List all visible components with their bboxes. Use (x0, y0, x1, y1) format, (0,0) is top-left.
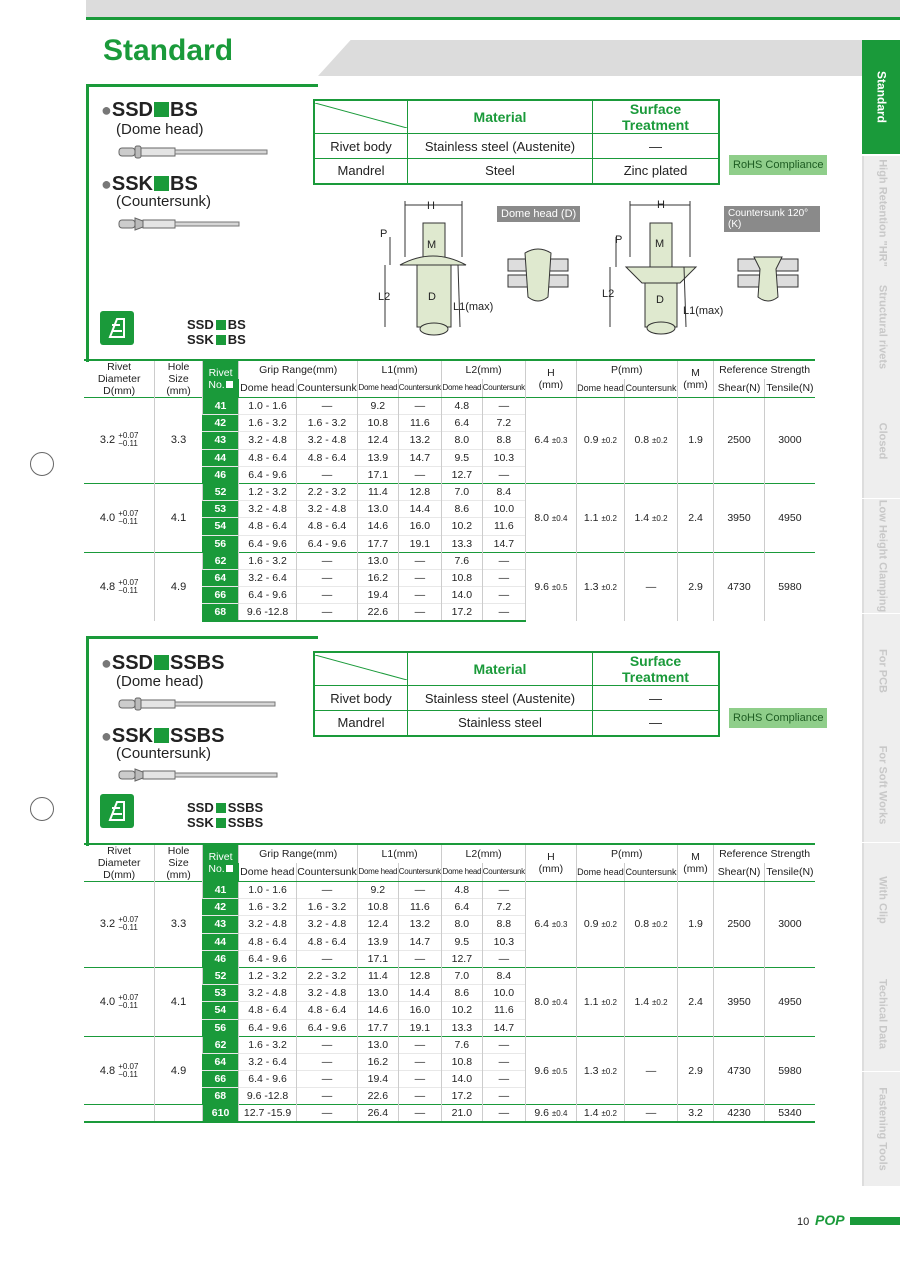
header-tensile: Tensile(N) (764, 863, 815, 882)
section1-code2 (187, 332, 246, 347)
product-suffix: SSBS (170, 725, 225, 747)
binder-hole (30, 452, 54, 476)
section2-code1 (187, 800, 263, 815)
table-row: 4.0 +0.07 −0.11 4.1 52 1.2 - 3.2 2.2 - 3.2 11.4 12.8 7.0 8.4 8.0 ±0.4 1.1 ±0.2 1.4 ±0.2 2.4 3950 4950 (84, 967, 815, 984)
rivet-no-cell: 52 (202, 967, 238, 984)
tab-label: Standard (874, 70, 889, 124)
green-square-icon (154, 728, 169, 743)
tensile-cell: 3000 (764, 882, 815, 968)
row-label: Rivet body (314, 686, 408, 711)
header-l2: L2(mm) (442, 844, 526, 863)
table-row: 64 3.2 - 6.4 — 16.2 — 10.8 — (84, 569, 815, 586)
bullet-icon: ● (101, 174, 112, 194)
rivet-no-cell: 52 (202, 483, 238, 500)
table-row: 68 9.6 -12.8 — 22.6 — 17.2 — (84, 1088, 815, 1105)
shear-cell: 2500 (714, 398, 765, 484)
hole-size-cell: 4.9 (155, 1036, 203, 1105)
section2-frame (86, 636, 89, 846)
header-band (86, 0, 900, 17)
section2-product1-subtitle: (Dome head) (116, 673, 204, 690)
surface-header: Surface Treatment (593, 652, 720, 686)
tab-label: Low Height Clamping (876, 499, 889, 613)
rivet-no-cell: 42 (202, 899, 238, 916)
page-title: Standard (103, 34, 234, 67)
table-row: 64 3.2 - 6.4 — 16.2 — 10.8 — (84, 1053, 815, 1070)
material-value: Stainless steel (Austenite) (408, 686, 593, 711)
surface-value: Zinc plated (593, 159, 720, 184)
h-cell: 6.4 ±0.3 (526, 398, 577, 484)
p-dome-cell: 0.9 ±0.2 (576, 398, 625, 484)
code-suffix: BS (227, 317, 246, 332)
section1-product1-name (101, 99, 198, 122)
tensile-cell: 4950 (764, 483, 815, 552)
table-row: 610 12.7 -15.9 — 26.4 — 21.0 — 9.6 ±0.4 1.4 ±0.2 — 3.2 4230 5340 (84, 1105, 815, 1122)
tensile-cell: 4950 (764, 967, 815, 1036)
h-cell: 8.0 ±0.4 (526, 483, 577, 552)
product-suffix: BS (170, 173, 198, 195)
header-h: H (mm) (526, 360, 577, 398)
spec-table-1 (84, 359, 815, 622)
tensile-cell: 5980 (764, 1036, 815, 1105)
p-csk-cell: 0.8 ±0.2 (625, 882, 678, 968)
header-h: H (mm) (526, 844, 577, 882)
header-csk: Countersunk (296, 379, 357, 398)
shear-cell: 4730 (714, 552, 765, 621)
shear-cell: 3950 (714, 483, 765, 552)
header-rivet-no: Rivet No. (202, 360, 238, 398)
rivet-dimension-diagram (370, 197, 820, 337)
table-row: 4.8 +0.07 −0.11 4.9 62 1.6 - 3.2 — 13.0 — 7.6 — 9.6 ±0.5 1.3 ±0.2 — 2.9 4730 5980 (84, 552, 815, 569)
diagram-label-h: H (427, 200, 435, 212)
table-row: 43 3.2 - 4.8 3.2 - 4.8 12.4 13.2 8.0 8.8 (84, 432, 815, 449)
m-cell: 2.9 (677, 1036, 713, 1105)
header-dome: Dome head (358, 379, 398, 398)
header-shear: Shear(N) (714, 863, 765, 882)
table-row: 44 4.8 - 6.4 4.8 - 6.4 13.9 14.7 9.5 10.3 (84, 933, 815, 950)
dome-rivet-image (117, 144, 269, 160)
table-row: 56 6.4 - 9.6 6.4 - 9.6 17.7 19.1 13.3 14.7 (84, 1019, 815, 1036)
hole-size-cell: 4.1 (155, 967, 203, 1036)
diagram-label-p: P (380, 228, 388, 240)
header-csk: Countersunk (482, 379, 526, 398)
surface-value: — (593, 686, 720, 711)
table-row: 42 1.6 - 3.2 1.6 - 3.2 10.8 11.6 6.4 7.2 (84, 415, 815, 432)
page-number: 10 (797, 1216, 810, 1228)
brand-logo: POP (815, 1212, 845, 1228)
table-row: 56 6.4 - 9.6 6.4 - 9.6 17.7 19.1 13.3 14.7 (84, 535, 815, 552)
rivet-no-cell: 46 (202, 950, 238, 967)
row-label: Mandrel (314, 159, 408, 184)
dome-rivet-image (117, 696, 277, 712)
tab-label: Closed (876, 422, 889, 460)
tensile-cell: 3000 (764, 398, 815, 484)
header-m: M (mm) (677, 844, 713, 882)
footer-bar (850, 1217, 900, 1225)
code-suffix: BS (227, 332, 246, 347)
rivet-diameter-cell: 4.0 +0.07 −0.11 (84, 483, 155, 552)
countersunk-rivet-image (117, 216, 241, 232)
hole-size-cell: 4.1 (155, 483, 203, 552)
spec-table-2 (84, 843, 815, 1123)
header-l2: L2(mm) (442, 360, 526, 379)
header-dome: Dome head (442, 863, 482, 882)
table-row: 68 9.6 -12.8 — 22.6 — 17.2 — (84, 604, 815, 621)
header-rivet-diameter: Rivet Diameter D(mm) (84, 360, 155, 398)
countersunk-tag: Countersunk 120° (K) (724, 206, 820, 232)
material-header: Material (408, 652, 593, 686)
header-rivet-no: Rivet No. (202, 844, 238, 882)
rivet-no-cell: 44 (202, 449, 238, 466)
rivet-diameter-cell: 4.8 +0.07 −0.11 (84, 552, 155, 621)
tab-closed[interactable] (862, 384, 900, 498)
tab-label: For PCB (876, 649, 889, 693)
header-dome: Dome head (442, 379, 482, 398)
rivet-no-cell: 44 (202, 933, 238, 950)
bullet-icon: ● (101, 100, 112, 120)
code-prefix: SSD (187, 800, 214, 815)
section1-product1-subtitle: (Dome head) (116, 121, 204, 138)
diagram-label-l1-2: L1(max) (683, 305, 724, 317)
rivet-diameter-cell: 4.0 +0.07 −0.11 (84, 967, 155, 1036)
product-prefix: SSK (111, 173, 153, 195)
product-suffix: BS (170, 99, 198, 121)
table-row: 4.0 +0.07 −0.11 4.1 52 1.2 - 3.2 2.2 - 3.2 11.4 12.8 7.0 8.4 8.0 ±0.4 1.1 ±0.2 1.4 ±0.2 2.4 3950 4950 (84, 483, 815, 500)
header-shear: Shear(N) (714, 379, 765, 398)
diagram-label-l2-2: L2 (602, 288, 615, 300)
p-csk-cell: — (625, 1036, 678, 1105)
rivet-no-cell: 62 (202, 552, 238, 569)
diagram-label-p2: P (615, 234, 623, 246)
rivet-no-cell: 41 (202, 398, 238, 415)
tab-for-soft-works[interactable] (862, 728, 900, 842)
title-gray-band (318, 40, 862, 76)
green-square-icon (216, 803, 226, 813)
header-p: P(mm) (576, 844, 677, 863)
header-hole-size: Hole Size (mm) (155, 844, 203, 882)
tab-label: High Retention "HR" (876, 159, 889, 267)
surface-value: — (593, 711, 720, 736)
m-cell: 1.9 (677, 398, 713, 484)
code-prefix: SSK (187, 815, 214, 830)
table-row: 54 4.8 - 6.4 4.8 - 6.4 14.6 16.0 10.2 11.6 (84, 518, 815, 535)
header-dome: Dome head (576, 379, 625, 398)
section1-code1 (187, 317, 246, 332)
rivet-no-cell: 54 (202, 1002, 238, 1019)
surface-value: — (593, 134, 720, 159)
p-dome-cell: 1.3 ±0.2 (576, 1036, 625, 1105)
material-value: Steel (408, 159, 593, 184)
rivet-no-cell: 62 (202, 1036, 238, 1053)
p-dome-cell: 1.1 ±0.2 (576, 967, 625, 1036)
rivet-no-cell: 53 (202, 985, 238, 1002)
green-square-icon (216, 335, 226, 345)
row-label: Rivet body (314, 134, 408, 159)
shear-cell: 2500 (714, 882, 765, 968)
table-row: 53 3.2 - 4.8 3.2 - 4.8 13.0 14.4 8.6 10.0 (84, 501, 815, 518)
header-csk: Countersunk (398, 863, 442, 882)
m-cell: 1.9 (677, 882, 713, 968)
table-row: 3.2 +0.07 −0.11 3.3 41 1.0 - 1.6 — 9.2 — 4.8 — 6.4 ±0.3 0.9 ±0.2 0.8 ±0.2 1.9 2500 3000 (84, 398, 815, 415)
tab-structural-rivets[interactable] (862, 270, 900, 384)
header-dome: Dome head (576, 863, 625, 882)
header-csk: Countersunk (482, 863, 526, 882)
table-row: 4.8 +0.07 −0.11 4.9 62 1.6 - 3.2 — 13.0 — 7.6 — 9.6 ±0.5 1.3 ±0.2 — 2.9 4730 5980 (84, 1036, 815, 1053)
table-row: 42 1.6 - 3.2 1.6 - 3.2 10.8 11.6 6.4 7.2 (84, 899, 815, 916)
green-square-icon (216, 818, 226, 828)
tab-label: Techical Data (876, 978, 889, 1050)
header-strength: Reference Strength (714, 360, 815, 379)
tab-label: For Soft Works (876, 745, 889, 825)
header-csk: Countersunk (296, 863, 357, 882)
tensile-cell: 5980 (764, 552, 815, 621)
m-cell: 2.4 (677, 967, 713, 1036)
m-cell: 2.4 (677, 483, 713, 552)
section1-topline (86, 84, 318, 87)
bullet-icon: ● (101, 653, 112, 673)
rohs-badge: RoHS Compliance (729, 708, 827, 728)
tab-for-pcb[interactable] (862, 614, 900, 728)
p-csk-cell: 1.4 ±0.2 (625, 483, 678, 552)
rivet-diameter-cell: 3.2 +0.07 −0.11 (84, 882, 155, 968)
rivet-no-cell: 66 (202, 1071, 238, 1088)
header-p: P(mm) (576, 360, 677, 379)
rohs-badge: RoHS Compliance (729, 155, 827, 175)
table-row: 46 6.4 - 9.6 — 17.1 — 12.7 — (84, 950, 815, 967)
rivet-no-cell: 54 (202, 518, 238, 535)
p-csk-cell: 1.4 ±0.2 (625, 967, 678, 1036)
header-csk: Countersunk (625, 379, 678, 398)
p-dome-cell: 0.9 ±0.2 (576, 882, 625, 968)
rivet-diameter-cell: 3.2 +0.07 −0.11 (84, 398, 155, 484)
code-prefix: SSD (187, 317, 214, 332)
p-dome-cell: 1.3 ±0.2 (576, 552, 625, 621)
rivet-no-cell: 43 (202, 432, 238, 449)
diagram-label-m2: M (655, 238, 665, 250)
header-hole-size: Hole Size (mm) (155, 360, 203, 398)
material-value: Stainless steel (Austenite) (408, 134, 593, 159)
section2-code2 (187, 815, 263, 830)
tab-label: Structural rivets (876, 284, 889, 370)
h-cell: 9.6 ±0.5 (526, 552, 577, 621)
tab-standard[interactable] (862, 40, 900, 154)
product-prefix: SSK (111, 725, 153, 747)
bullet-icon: ● (101, 726, 112, 746)
p-csk-cell: — (625, 552, 678, 621)
rivet-no-cell: 56 (202, 1019, 238, 1036)
rivet-no-cell: 42 (202, 415, 238, 432)
header-l1: L1(mm) (358, 844, 442, 863)
section1-material-table (313, 99, 720, 185)
rivet-no-cell: 43 (202, 916, 238, 933)
code-suffix: SSBS (227, 815, 264, 830)
header-dome: Dome head (239, 863, 297, 882)
rivet-no-cell: 610 (202, 1105, 238, 1122)
h-cell: 8.0 ±0.4 (526, 967, 577, 1036)
header-dome: Dome head (358, 863, 398, 882)
table-row: 46 6.4 - 9.6 — 17.1 — 12.7 — (84, 466, 815, 483)
header-line (86, 17, 900, 20)
rivet-no-cell: 53 (202, 501, 238, 518)
header-grip-range: Grip Range(mm) (239, 844, 358, 863)
material-value: Stainless steel (408, 711, 593, 736)
table-row: 66 6.4 - 9.6 — 19.4 — 14.0 — (84, 587, 815, 604)
table-row: 53 3.2 - 4.8 3.2 - 4.8 13.0 14.4 8.6 10.0 (84, 985, 815, 1002)
diagram-label-d: D (428, 291, 436, 303)
rivet-diameter-cell: 4.8 +0.07 −0.11 (84, 1036, 155, 1105)
diagonal-cell (314, 100, 408, 134)
rivet-no-cell: 46 (202, 466, 238, 483)
header-csk: Countersunk (625, 863, 678, 882)
tab-with-clip[interactable] (862, 843, 900, 957)
green-square-icon (154, 655, 169, 670)
section2-product2-subtitle: (Countersunk) (116, 745, 212, 762)
countersunk-rivet-image (117, 767, 279, 783)
header-strength: Reference Strength (714, 844, 815, 863)
header-m: M (mm) (677, 360, 713, 398)
surface-header: Surface Treatment (593, 100, 720, 134)
m-cell: 2.9 (677, 552, 713, 621)
shear-cell: 4730 (714, 1036, 765, 1105)
section1-product2-subtitle: (Countersunk) (116, 193, 212, 210)
header-rivet-diameter: Rivet Diameter D(mm) (84, 844, 155, 882)
table-row: 54 4.8 - 6.4 4.8 - 6.4 14.6 16.0 10.2 11.6 (84, 1002, 815, 1019)
binder-hole (30, 797, 54, 821)
dome-head-tag: Dome head (D) (497, 206, 580, 222)
table-row: 44 4.8 - 6.4 4.8 - 6.4 13.9 14.7 9.5 10.3 (84, 449, 815, 466)
shear-cell: 3950 (714, 967, 765, 1036)
product-prefix: SSD (111, 652, 153, 674)
rivet-tool-icon (100, 311, 134, 345)
table-row: 3.2 +0.07 −0.11 3.3 41 1.0 - 1.6 — 9.2 — 4.8 — 6.4 ±0.3 0.9 ±0.2 0.8 ±0.2 1.9 2500 3000 (84, 882, 815, 899)
tab-fastening-tools[interactable] (862, 1072, 900, 1186)
tab-techical-data[interactable] (862, 957, 900, 1071)
product-prefix: SSD (111, 99, 153, 121)
diagram-label-l2: L2 (378, 291, 391, 303)
tab-label: Fastening Tools (876, 1087, 889, 1171)
header-tensile: Tensile(N) (764, 379, 815, 398)
diagram-label-h2: H (657, 199, 665, 211)
section2-product1-name (101, 652, 224, 675)
row-label: Mandrel (314, 711, 408, 736)
header-dome: Dome head (239, 379, 297, 398)
diagram-label-m: M (427, 239, 437, 251)
h-cell: 6.4 ±0.3 (526, 882, 577, 968)
hole-size-cell: 4.9 (155, 552, 203, 621)
p-dome-cell: 1.1 ±0.2 (576, 483, 625, 552)
header-grip-range: Grip Range(mm) (239, 360, 358, 379)
header-l1: L1(mm) (358, 360, 442, 379)
product-suffix: SSBS (170, 652, 225, 674)
diagonal-cell (314, 652, 408, 686)
rivet-no-cell: 66 (202, 587, 238, 604)
tab-label: With Clip (876, 876, 889, 924)
material-header: Material (408, 100, 593, 134)
p-csk-cell: 0.8 ±0.2 (625, 398, 678, 484)
diagram-label-d2: D (656, 294, 664, 306)
diagram-label-l1: L1(max) (453, 301, 494, 313)
tab-low-height-clamping[interactable] (862, 499, 900, 613)
rivet-no-cell: 64 (202, 1053, 238, 1070)
section2-topline (86, 636, 318, 639)
green-square-icon (154, 102, 169, 117)
green-square-icon (154, 176, 169, 191)
green-square-icon (216, 320, 226, 330)
table-row: 66 6.4 - 9.6 — 19.4 — 14.0 — (84, 1071, 815, 1088)
section1-frame (86, 84, 89, 362)
code-suffix: SSBS (227, 800, 264, 815)
rivet-tool-icon (100, 794, 134, 828)
code-prefix: SSK (187, 332, 214, 347)
hole-size-cell: 3.3 (155, 882, 203, 968)
tab-high-retention-hr[interactable] (862, 156, 900, 270)
hole-size-cell: 3.3 (155, 398, 203, 484)
rivet-no-cell: 68 (202, 1088, 238, 1105)
rivet-no-cell: 41 (202, 882, 238, 899)
section2-material-table (313, 651, 720, 737)
table-row: 43 3.2 - 4.8 3.2 - 4.8 12.4 13.2 8.0 8.8 (84, 916, 815, 933)
h-cell: 9.6 ±0.5 (526, 1036, 577, 1105)
rivet-no-cell: 64 (202, 569, 238, 586)
rivet-no-cell: 56 (202, 535, 238, 552)
rivet-no-cell: 68 (202, 604, 238, 621)
header-csk: Countersunk (398, 379, 442, 398)
